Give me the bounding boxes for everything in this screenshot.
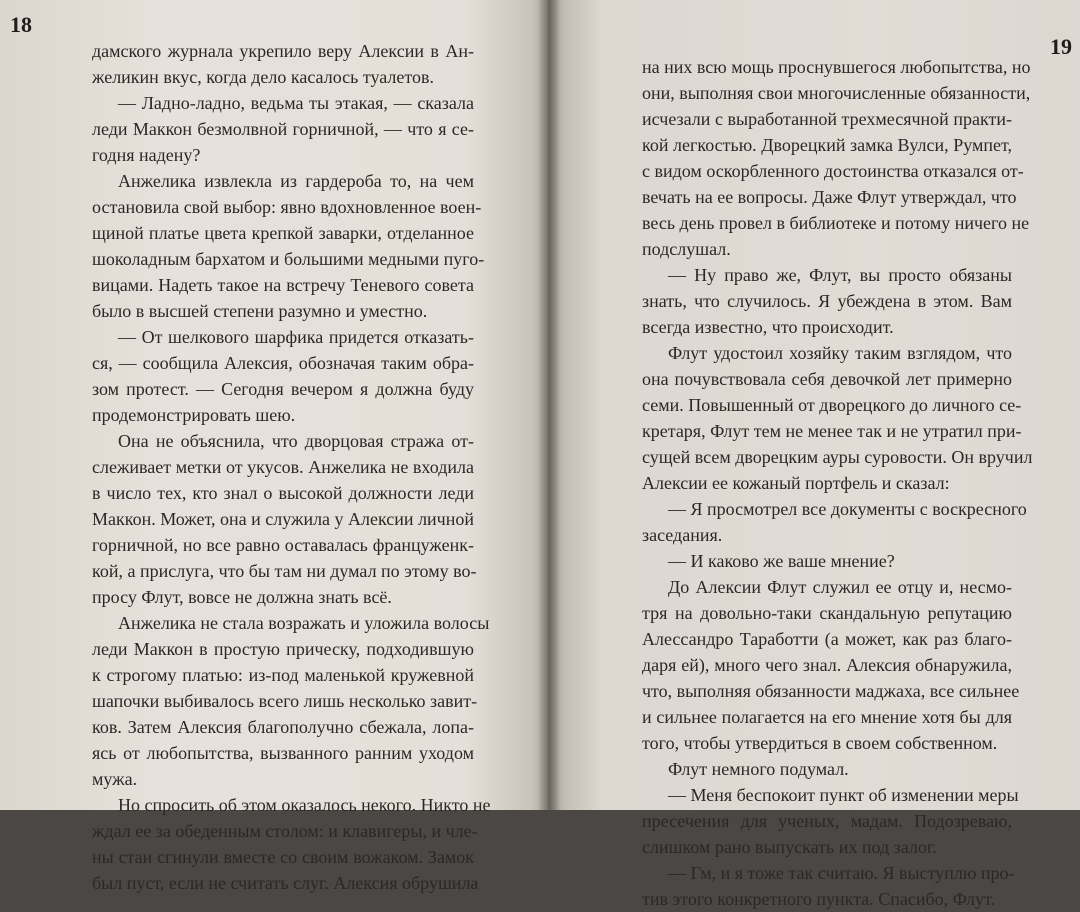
text-line: желикин вкус, когда дело касалось туалетов. [92, 67, 434, 87]
text-line: Анжелика не стала возражать и уложила волосы [118, 613, 490, 633]
text-line: мужа. [92, 769, 138, 789]
text-line: просу Флут, вовсе не должна знать всё. [92, 587, 392, 607]
text-line: Алессандро Таработти (а может, как раз благо- [642, 629, 1012, 649]
text-line: — И каково же ваше мнение? [668, 551, 895, 571]
text-line: и сильнее полагается на его мнение хотя бы для [642, 707, 1012, 727]
text-line: в число тех, кто знал о высокой должности леди [92, 483, 474, 503]
text-line: исчезали с выработанной трехмесячной практи- [642, 109, 1012, 129]
text-line: леди Маккон безмолвной горничной, — что я се- [92, 119, 474, 139]
right-page [548, 0, 1080, 909]
text-line: Маккон. Может, она и служила у Алексии личной [92, 509, 474, 529]
page-number-right: 19 [1050, 34, 1072, 59]
text-line: дамского журнала укрепило веру Алексии в Ан- [92, 41, 474, 61]
text-line: Но спросить об этом оказалось некого. Никто не [118, 795, 491, 815]
text-line: знать, что случилось. Я убеждена в этом. Вам [642, 291, 1012, 311]
text-line: ся, — сообщила Алексия, обозначая таким обра- [92, 353, 474, 373]
text-line: продемонстрировать шею. [92, 405, 296, 425]
text-line: они, выполняя свои многочисленные обязанности, [642, 83, 1031, 103]
text-line: всегда известно, что происходит. [642, 317, 894, 337]
text-line: — Ладно-ладно, ведьма ты этакая, — сказала [118, 93, 474, 113]
text-line: Она не объяснила, что дворцовая стража от- [118, 431, 474, 451]
text-line: — Гм, и я тоже так считаю. Я выступлю про- [668, 863, 1015, 883]
text-line: — Меня беспокоит пункт об изменении меры [668, 785, 1019, 805]
text-line: ны стаи сгинули вместе со своим вожаком. Замок [92, 847, 474, 867]
text-line: слеживает метки от укусов. Анжелика не входила [92, 457, 474, 477]
page-number-left: 18 [10, 12, 32, 37]
text-line: шоколадным бархатом и большими медными пуго- [92, 249, 485, 269]
text-line: ясь от любопытства, вызванного ранним уходом [92, 743, 474, 763]
text-line: того, чтобы утвердиться в своем собственном. [642, 733, 998, 753]
text-line: тив этого конкретного пункта. Спасибо, Флут. [642, 889, 995, 909]
text-line: Алексии ее кожаный портфель и сказал: [642, 473, 950, 493]
book-gutter [538, 0, 560, 810]
text-line: заседания. [642, 525, 723, 545]
text-line: ждал ее за обеденным столом: и клавигеры, и чле- [92, 821, 478, 841]
text-line: слишком рано выпускать их под залог. [642, 837, 937, 857]
text-line: весь день провел в библиотеке и потому ничего не [642, 213, 1030, 233]
text-line: подслушал. [642, 239, 731, 259]
text-line: тря на довольно-таки скандальную репутацию [642, 603, 1012, 623]
text-line: щиной платье цвета крепкой заварки, отделанное [92, 223, 474, 243]
text-line: горничной, но все равно оставалась француженк- [92, 535, 474, 555]
right-page-text [642, 54, 1033, 912]
text-line: Флут удостоил хозяйку таким взглядом, что [668, 343, 1012, 363]
text-line: было в высшей степени разумно и уместно. [92, 301, 428, 321]
text-line: Флут немного подумал. [668, 759, 849, 779]
text-line: вечать на ее вопросы. Даже Флут утверждал, что [642, 187, 1017, 207]
text-line: с видом оскорбленного достоинства отказался от- [642, 161, 1024, 181]
text-line: остановила свой выбор: явно вдохновленное воен- [92, 197, 482, 217]
text-line: даря ей), много чего знал. Алексия обнаружила, [642, 655, 1012, 675]
text-line: кой легкостью. Дворецкий замка Вулси, Румпет, [642, 135, 1012, 155]
text-line: к строгому платью: из-под маленькой кружевной [92, 665, 474, 685]
text-line: на них всю мощь проснувшегося любопытства, но [642, 57, 1031, 77]
left-page [0, 0, 548, 893]
text-line: ков. Затем Алексия благополучно сбежала, лопа- [92, 717, 474, 737]
text-line: кретаря, Флут тем не менее так и не утратил при- [642, 421, 1022, 441]
text-line: — От шелкового шарфика придется отказать- [118, 327, 474, 347]
text-line: Анжелика извлекла из гардероба то, на чем [118, 171, 474, 191]
text-line: До Алексии Флут служил ее отцу и, несмо- [668, 577, 1012, 597]
text-line: что, выполняя обязанности маджаха, все сильнее [642, 681, 1020, 701]
text-line: леди Маккон в простую прическу, подходившую [92, 639, 474, 659]
text-line: годня надену? [92, 145, 201, 165]
text-line: сущей всем дворецким ауры суровости. Он вручил [642, 447, 1033, 467]
text-line: кой, а прислуга, что бы там ни думал по этому во- [92, 561, 477, 581]
text-line: зом протест. — Сегодня вечером я должна буду [92, 379, 474, 399]
text-line: она почувствовала себя девочкой лет примерно [642, 369, 1012, 389]
left-page-text [92, 38, 491, 896]
text-line: пресечения для ученых, мадам. Подозреваю, [642, 811, 1012, 831]
text-line: вицами. Надеть такое на встречу Теневого совета [92, 275, 474, 295]
text-line: — Я просмотрел все документы с воскресного [668, 499, 1027, 519]
text-line: семи. Повышенный от дворецкого до личного се- [642, 395, 1022, 415]
text-line: шапочки выбивалось всего лишь несколько завит- [92, 691, 478, 711]
text-line: — Ну право же, Флут, вы просто обязаны [668, 265, 1012, 285]
text-line: был пуст, если не считать слуг. Алексия обрушила [92, 873, 479, 893]
